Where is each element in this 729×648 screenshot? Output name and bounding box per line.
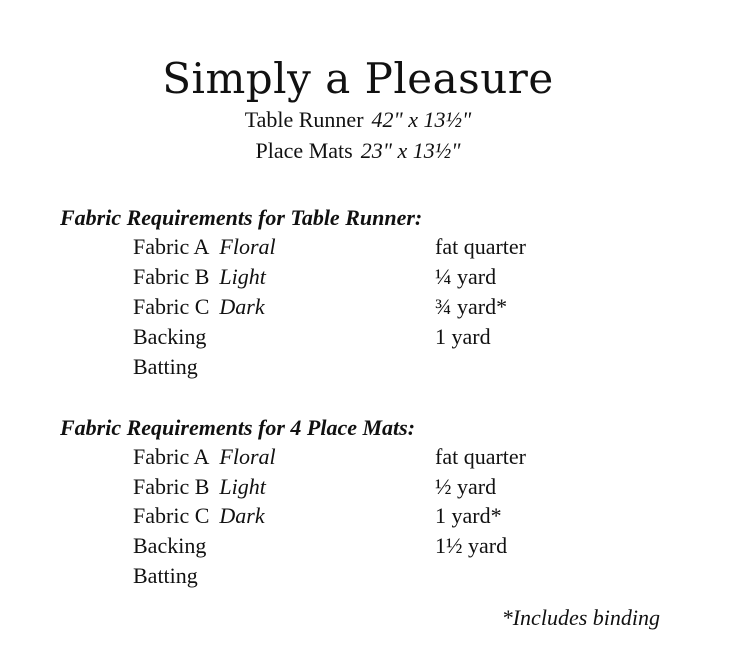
fabric-quantity: 1 yard [435, 324, 491, 349]
runner-row [133, 263, 633, 291]
fabric-quantity: ½ yard [435, 474, 497, 499]
fabric-name [133, 323, 206, 351]
mats-size-line [0, 138, 716, 164]
mats-size-dims: 23" x 13½" [360, 138, 461, 163]
mats-row [133, 502, 633, 530]
fabric-quantity: 1 yard* [435, 503, 502, 528]
fabric-type: Dark [219, 294, 265, 319]
fabric-label: Fabric C [133, 294, 210, 319]
fabric-quantity: fat quarter [435, 444, 526, 469]
fabric-name [133, 502, 265, 530]
fabric-quantity: ¼ yard [435, 264, 497, 289]
fabric-label: Fabric A [133, 234, 210, 259]
mats-row [133, 443, 633, 471]
fabric-name [133, 293, 265, 321]
runner-row [133, 233, 633, 261]
fabric-label: Batting [133, 563, 198, 588]
binding-footnote: *Includes binding [501, 605, 660, 630]
fabric-name [133, 562, 198, 590]
fabric-label: Backing [133, 324, 207, 349]
fabric-name [133, 443, 276, 471]
fabric-name [133, 233, 276, 261]
fabric-quantity: 1½ yard [435, 533, 508, 558]
mats-row [133, 532, 633, 560]
fabric-label: Fabric C [133, 503, 210, 528]
fabric-name [133, 263, 266, 291]
page-title: Simply a Pleasure [162, 54, 554, 103]
runner-row [133, 323, 633, 351]
mats-requirements-heading: Fabric Requirements for 4 Place Mats: [60, 415, 416, 440]
runner-requirements-heading: Fabric Requirements for Table Runner: [60, 205, 423, 230]
mats-size-label: Place Mats [255, 138, 353, 163]
runner-size-dims: 42" x 13½" [371, 107, 472, 132]
fabric-type: Floral [219, 444, 276, 469]
fabric-type: Light [219, 264, 266, 289]
fabric-label: Fabric B [133, 474, 210, 499]
fabric-name [133, 532, 206, 560]
runner-row [133, 293, 633, 321]
fabric-label: Fabric B [133, 264, 210, 289]
mats-row [133, 562, 633, 590]
fabric-label: Fabric A [133, 444, 210, 469]
fabric-type: Floral [219, 234, 276, 259]
fabric-quantity: ¾ yard* [435, 294, 508, 319]
fabric-type: Light [219, 474, 266, 499]
fabric-type: Dark [219, 503, 265, 528]
runner-size-line [0, 107, 716, 133]
fabric-name [133, 353, 198, 381]
mats-row [133, 473, 633, 501]
runner-size-label: Table Runner [244, 107, 364, 132]
runner-row [133, 353, 633, 381]
fabric-label: Backing [133, 533, 207, 558]
fabric-quantity: fat quarter [435, 234, 526, 259]
fabric-name [133, 473, 266, 501]
fabric-label: Batting [133, 354, 198, 379]
